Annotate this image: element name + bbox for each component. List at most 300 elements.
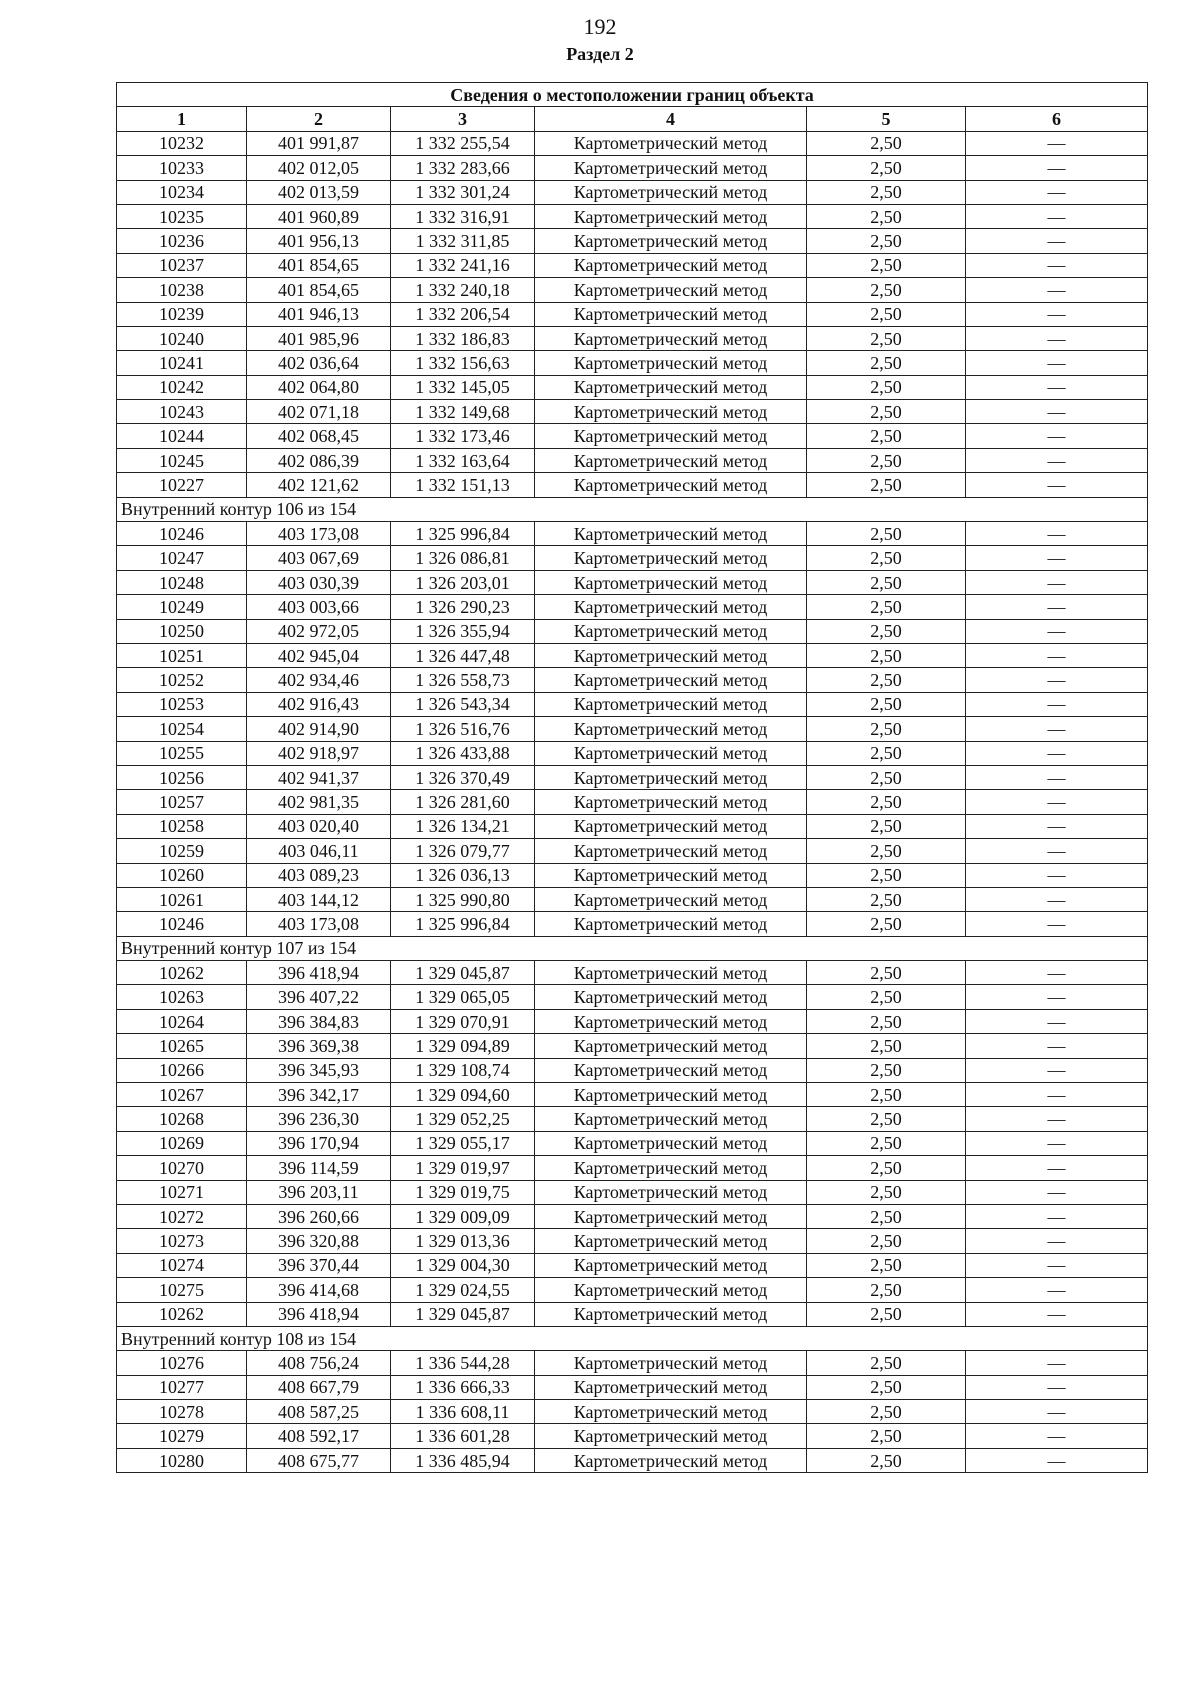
method-cell: Картометрический метод xyxy=(535,1375,807,1399)
y-coordinate-cell: 1 326 290,23 xyxy=(391,595,535,619)
accuracy-cell: 2,50 xyxy=(807,1229,966,1253)
accuracy-cell: 2,50 xyxy=(807,887,966,911)
table-row xyxy=(117,351,1148,375)
point-number-cell: 10256 xyxy=(117,765,247,789)
note-cell: — xyxy=(966,448,1148,472)
method-cell: Картометрический метод xyxy=(535,1229,807,1253)
method-cell: Картометрический метод xyxy=(535,1253,807,1277)
x-coordinate-cell: 401 985,96 xyxy=(247,326,391,350)
accuracy-cell: 2,50 xyxy=(807,570,966,594)
method-cell: Картометрический метод xyxy=(535,400,807,424)
note-cell: — xyxy=(966,765,1148,789)
accuracy-cell: 2,50 xyxy=(807,522,966,546)
table-row xyxy=(117,1400,1148,1424)
method-cell: Картометрический метод xyxy=(535,1351,807,1375)
table-row xyxy=(117,1156,1148,1180)
method-cell: Картометрический метод xyxy=(535,180,807,204)
x-coordinate-cell: 403 030,39 xyxy=(247,570,391,594)
table-row xyxy=(117,790,1148,814)
note-cell: — xyxy=(966,1400,1148,1424)
x-coordinate-cell: 396 345,93 xyxy=(247,1058,391,1082)
accuracy-cell: 2,50 xyxy=(807,863,966,887)
note-cell: — xyxy=(966,1131,1148,1155)
method-cell: Картометрический метод xyxy=(535,1107,807,1131)
accuracy-cell: 2,50 xyxy=(807,961,966,985)
y-coordinate-cell: 1 325 996,84 xyxy=(391,912,535,936)
note-cell: — xyxy=(966,814,1148,838)
table-row xyxy=(117,717,1148,741)
table-row xyxy=(117,278,1148,302)
point-number-cell: 10265 xyxy=(117,1034,247,1058)
x-coordinate-cell: 396 418,94 xyxy=(247,961,391,985)
y-coordinate-cell: 1 332 241,16 xyxy=(391,253,535,277)
x-coordinate-cell: 401 854,65 xyxy=(247,253,391,277)
x-coordinate-cell: 403 046,11 xyxy=(247,839,391,863)
note-cell: — xyxy=(966,887,1148,911)
point-number-cell: 10268 xyxy=(117,1107,247,1131)
point-number-cell: 10252 xyxy=(117,668,247,692)
y-coordinate-cell: 1 332 301,24 xyxy=(391,180,535,204)
note-cell: — xyxy=(966,643,1148,667)
accuracy-cell: 2,50 xyxy=(807,1351,966,1375)
y-coordinate-cell: 1 329 055,17 xyxy=(391,1131,535,1155)
table-row xyxy=(117,1424,1148,1448)
table-row xyxy=(117,1131,1148,1155)
method-cell: Картометрический метод xyxy=(535,570,807,594)
y-coordinate-cell: 1 325 996,84 xyxy=(391,522,535,546)
table-row xyxy=(117,1180,1148,1204)
table-row xyxy=(117,1253,1148,1277)
table-row xyxy=(117,1229,1148,1253)
point-number-cell: 10263 xyxy=(117,985,247,1009)
x-coordinate-cell: 408 675,77 xyxy=(247,1448,391,1472)
point-number-cell: 10248 xyxy=(117,570,247,594)
method-cell: Картометрический метод xyxy=(535,1009,807,1033)
y-coordinate-cell: 1 336 485,94 xyxy=(391,1448,535,1472)
method-cell: Картометрический метод xyxy=(535,1131,807,1155)
y-coordinate-cell: 1 332 255,54 xyxy=(391,131,535,155)
table-row xyxy=(117,156,1148,180)
accuracy-cell: 2,50 xyxy=(807,1107,966,1131)
accuracy-cell: 2,50 xyxy=(807,717,966,741)
accuracy-cell: 2,50 xyxy=(807,814,966,838)
y-coordinate-cell: 1 329 013,36 xyxy=(391,1229,535,1253)
note-cell: — xyxy=(966,1009,1148,1033)
x-coordinate-cell: 402 086,39 xyxy=(247,448,391,472)
accuracy-cell: 2,50 xyxy=(807,985,966,1009)
note-cell: — xyxy=(966,1058,1148,1082)
point-number-cell: 10242 xyxy=(117,375,247,399)
table-row xyxy=(117,570,1148,594)
method-cell: Картометрический метод xyxy=(535,839,807,863)
point-number-cell: 10280 xyxy=(117,1448,247,1472)
note-cell: — xyxy=(966,180,1148,204)
accuracy-cell: 2,50 xyxy=(807,424,966,448)
table-row xyxy=(117,887,1148,911)
y-coordinate-cell: 1 326 516,76 xyxy=(391,717,535,741)
note-cell: — xyxy=(966,717,1148,741)
method-cell: Картометрический метод xyxy=(535,619,807,643)
note-cell: — xyxy=(966,839,1148,863)
table-row xyxy=(117,1107,1148,1131)
table-row xyxy=(117,595,1148,619)
accuracy-cell: 2,50 xyxy=(807,278,966,302)
y-coordinate-cell: 1 336 666,33 xyxy=(391,1375,535,1399)
y-coordinate-cell: 1 332 283,66 xyxy=(391,156,535,180)
x-coordinate-cell: 396 418,94 xyxy=(247,1302,391,1326)
y-coordinate-cell: 1 329 019,97 xyxy=(391,1156,535,1180)
method-cell: Картометрический метод xyxy=(535,985,807,1009)
y-coordinate-cell: 1 332 145,05 xyxy=(391,375,535,399)
y-coordinate-cell: 1 332 316,91 xyxy=(391,204,535,228)
x-coordinate-cell: 396 342,17 xyxy=(247,1083,391,1107)
accuracy-cell: 2,50 xyxy=(807,448,966,472)
x-coordinate-cell: 402 064,80 xyxy=(247,375,391,399)
note-cell: — xyxy=(966,741,1148,765)
y-coordinate-cell: 1 332 186,83 xyxy=(391,326,535,350)
point-number-cell: 10261 xyxy=(117,887,247,911)
note-cell: — xyxy=(966,790,1148,814)
table-row xyxy=(117,131,1148,155)
x-coordinate-cell: 401 946,13 xyxy=(247,302,391,326)
table-row xyxy=(117,985,1148,1009)
x-coordinate-cell: 402 012,05 xyxy=(247,156,391,180)
table-row xyxy=(117,1083,1148,1107)
y-coordinate-cell: 1 332 206,54 xyxy=(391,302,535,326)
note-cell: — xyxy=(966,375,1148,399)
method-cell: Картометрический метод xyxy=(535,1400,807,1424)
y-coordinate-cell: 1 332 151,13 xyxy=(391,473,535,497)
accuracy-cell: 2,50 xyxy=(807,180,966,204)
y-coordinate-cell: 1 329 094,89 xyxy=(391,1034,535,1058)
point-number-cell: 10262 xyxy=(117,961,247,985)
note-cell: — xyxy=(966,326,1148,350)
table-row xyxy=(117,1204,1148,1228)
table-row xyxy=(117,546,1148,570)
table-row xyxy=(117,1302,1148,1326)
point-number-cell: 10279 xyxy=(117,1424,247,1448)
y-coordinate-cell: 1 326 036,13 xyxy=(391,863,535,887)
point-number-cell: 10277 xyxy=(117,1375,247,1399)
method-cell: Картометрический метод xyxy=(535,204,807,228)
accuracy-cell: 2,50 xyxy=(807,375,966,399)
accuracy-cell: 2,50 xyxy=(807,351,966,375)
x-coordinate-cell: 396 370,44 xyxy=(247,1253,391,1277)
x-coordinate-cell: 402 036,64 xyxy=(247,351,391,375)
method-cell: Картометрический метод xyxy=(535,717,807,741)
x-coordinate-cell: 403 020,40 xyxy=(247,814,391,838)
point-number-cell: 10266 xyxy=(117,1058,247,1082)
table-row xyxy=(117,448,1148,472)
point-number-cell: 10278 xyxy=(117,1400,247,1424)
method-cell: Картометрический метод xyxy=(535,790,807,814)
method-cell: Картометрический метод xyxy=(535,546,807,570)
table-row xyxy=(117,668,1148,692)
note-cell: — xyxy=(966,302,1148,326)
section-title: Раздел 2 xyxy=(566,44,634,64)
y-coordinate-cell: 1 329 024,55 xyxy=(391,1278,535,1302)
note-cell: — xyxy=(966,156,1148,180)
x-coordinate-cell: 402 941,37 xyxy=(247,765,391,789)
y-coordinate-cell: 1 326 203,01 xyxy=(391,570,535,594)
x-coordinate-cell: 408 667,79 xyxy=(247,1375,391,1399)
accuracy-cell: 2,50 xyxy=(807,131,966,155)
y-coordinate-cell: 1 326 370,49 xyxy=(391,765,535,789)
y-coordinate-cell: 1 326 447,48 xyxy=(391,643,535,667)
point-number-cell: 10227 xyxy=(117,473,247,497)
x-coordinate-cell: 401 991,87 xyxy=(247,131,391,155)
note-cell: — xyxy=(966,424,1148,448)
table-row xyxy=(117,961,1148,985)
accuracy-cell: 2,50 xyxy=(807,1253,966,1277)
method-cell: Картометрический метод xyxy=(535,131,807,155)
table-row xyxy=(117,1058,1148,1082)
y-coordinate-cell: 1 329 019,75 xyxy=(391,1180,535,1204)
x-coordinate-cell: 402 121,62 xyxy=(247,473,391,497)
method-cell: Картометрический метод xyxy=(535,814,807,838)
point-number-cell: 10241 xyxy=(117,351,247,375)
note-cell: — xyxy=(966,1156,1148,1180)
accuracy-cell: 2,50 xyxy=(807,1083,966,1107)
point-number-cell: 10251 xyxy=(117,643,247,667)
table-row xyxy=(117,302,1148,326)
table-row xyxy=(117,473,1148,497)
table-row xyxy=(117,180,1148,204)
contour-header-row xyxy=(117,936,1148,960)
y-coordinate-cell: 1 326 134,21 xyxy=(391,814,535,838)
y-coordinate-cell: 1 326 558,73 xyxy=(391,668,535,692)
x-coordinate-cell: 402 914,90 xyxy=(247,717,391,741)
y-coordinate-cell: 1 329 009,09 xyxy=(391,1204,535,1228)
note-cell: — xyxy=(966,1034,1148,1058)
method-cell: Картометрический метод xyxy=(535,643,807,667)
point-number-cell: 10245 xyxy=(117,448,247,472)
method-cell: Картометрический метод xyxy=(535,595,807,619)
note-cell: — xyxy=(966,400,1148,424)
y-coordinate-cell: 1 329 052,25 xyxy=(391,1107,535,1131)
y-coordinate-cell: 1 326 079,77 xyxy=(391,839,535,863)
y-coordinate-cell: 1 332 240,18 xyxy=(391,278,535,302)
point-number-cell: 10240 xyxy=(117,326,247,350)
table-row xyxy=(117,692,1148,716)
point-number-cell: 10243 xyxy=(117,400,247,424)
point-number-cell: 10254 xyxy=(117,717,247,741)
accuracy-cell: 2,50 xyxy=(807,1302,966,1326)
accuracy-cell: 2,50 xyxy=(807,1156,966,1180)
table-row xyxy=(117,863,1148,887)
table-title: Сведения о местоположении границ объекта xyxy=(117,83,1148,107)
contour-label: Внутренний контур 106 из 154 xyxy=(117,497,1148,521)
accuracy-cell: 2,50 xyxy=(807,1034,966,1058)
table-row xyxy=(117,741,1148,765)
note-cell: — xyxy=(966,473,1148,497)
table-row xyxy=(117,814,1148,838)
y-coordinate-cell: 1 326 281,60 xyxy=(391,790,535,814)
method-cell: Картометрический метод xyxy=(535,765,807,789)
point-number-cell: 10244 xyxy=(117,424,247,448)
method-cell: Картометрический метод xyxy=(535,351,807,375)
accuracy-cell: 2,50 xyxy=(807,1448,966,1472)
method-cell: Картометрический метод xyxy=(535,863,807,887)
point-number-cell: 10275 xyxy=(117,1278,247,1302)
method-cell: Картометрический метод xyxy=(535,912,807,936)
method-cell: Картометрический метод xyxy=(535,448,807,472)
x-coordinate-cell: 408 592,17 xyxy=(247,1424,391,1448)
x-coordinate-cell: 403 173,08 xyxy=(247,522,391,546)
note-cell: — xyxy=(966,1351,1148,1375)
accuracy-cell: 2,50 xyxy=(807,204,966,228)
note-cell: — xyxy=(966,1253,1148,1277)
column-number: 3 xyxy=(391,107,535,131)
method-cell: Картометрический метод xyxy=(535,668,807,692)
accuracy-cell: 2,50 xyxy=(807,1131,966,1155)
y-coordinate-cell: 1 326 433,88 xyxy=(391,741,535,765)
accuracy-cell: 2,50 xyxy=(807,839,966,863)
table-row xyxy=(117,912,1148,936)
table-row xyxy=(117,1009,1148,1033)
y-coordinate-cell: 1 326 086,81 xyxy=(391,546,535,570)
x-coordinate-cell: 403 144,12 xyxy=(247,887,391,911)
x-coordinate-cell: 401 956,13 xyxy=(247,229,391,253)
x-coordinate-cell: 396 320,88 xyxy=(247,1229,391,1253)
table-row xyxy=(117,326,1148,350)
y-coordinate-cell: 1 326 355,94 xyxy=(391,619,535,643)
column-number: 1 xyxy=(117,107,247,131)
point-number-cell: 10232 xyxy=(117,131,247,155)
y-coordinate-cell: 1 336 544,28 xyxy=(391,1351,535,1375)
table-row xyxy=(117,375,1148,399)
y-coordinate-cell: 1 329 108,74 xyxy=(391,1058,535,1082)
accuracy-cell: 2,50 xyxy=(807,912,966,936)
x-coordinate-cell: 396 114,59 xyxy=(247,1156,391,1180)
note-cell: — xyxy=(966,1375,1148,1399)
accuracy-cell: 2,50 xyxy=(807,668,966,692)
method-cell: Картометрический метод xyxy=(535,156,807,180)
note-cell: — xyxy=(966,961,1148,985)
y-coordinate-cell: 1 329 045,87 xyxy=(391,961,535,985)
column-number: 6 xyxy=(966,107,1148,131)
table-row xyxy=(117,229,1148,253)
y-coordinate-cell: 1 332 163,64 xyxy=(391,448,535,472)
x-coordinate-cell: 403 003,66 xyxy=(247,595,391,619)
x-coordinate-cell: 396 407,22 xyxy=(247,985,391,1009)
method-cell: Картометрический метод xyxy=(535,326,807,350)
table-row xyxy=(117,839,1148,863)
point-number-cell: 10274 xyxy=(117,1253,247,1277)
accuracy-cell: 2,50 xyxy=(807,1424,966,1448)
column-number: 5 xyxy=(807,107,966,131)
accuracy-cell: 2,50 xyxy=(807,1278,966,1302)
y-coordinate-cell: 1 336 601,28 xyxy=(391,1424,535,1448)
note-cell: — xyxy=(966,1448,1148,1472)
method-cell: Картометрический метод xyxy=(535,1083,807,1107)
table-row xyxy=(117,619,1148,643)
accuracy-cell: 2,50 xyxy=(807,1009,966,1033)
page-number: 192 xyxy=(583,14,617,39)
note-cell: — xyxy=(966,1302,1148,1326)
point-number-cell: 10247 xyxy=(117,546,247,570)
note-cell: — xyxy=(966,863,1148,887)
y-coordinate-cell: 1 329 004,30 xyxy=(391,1253,535,1277)
table-row xyxy=(117,424,1148,448)
x-coordinate-cell: 396 170,94 xyxy=(247,1131,391,1155)
point-number-cell: 10260 xyxy=(117,863,247,887)
x-coordinate-cell: 403 089,23 xyxy=(247,863,391,887)
method-cell: Картометрический метод xyxy=(535,302,807,326)
table-body xyxy=(117,131,1148,1472)
point-number-cell: 10246 xyxy=(117,522,247,546)
accuracy-cell: 2,50 xyxy=(807,790,966,814)
x-coordinate-cell: 403 067,69 xyxy=(247,546,391,570)
point-number-cell: 10253 xyxy=(117,692,247,716)
accuracy-cell: 2,50 xyxy=(807,619,966,643)
x-coordinate-cell: 402 934,46 xyxy=(247,668,391,692)
note-cell: — xyxy=(966,204,1148,228)
note-cell: — xyxy=(966,570,1148,594)
point-number-cell: 10259 xyxy=(117,839,247,863)
method-cell: Картометрический метод xyxy=(535,522,807,546)
point-number-cell: 10246 xyxy=(117,912,247,936)
point-number-cell: 10233 xyxy=(117,156,247,180)
contour-label: Внутренний контур 108 из 154 xyxy=(117,1326,1148,1350)
column-number: 4 xyxy=(535,107,807,131)
accuracy-cell: 2,50 xyxy=(807,741,966,765)
point-number-cell: 10276 xyxy=(117,1351,247,1375)
point-number-cell: 10257 xyxy=(117,790,247,814)
y-coordinate-cell: 1 326 543,34 xyxy=(391,692,535,716)
point-number-cell: 10272 xyxy=(117,1204,247,1228)
y-coordinate-cell: 1 329 045,87 xyxy=(391,1302,535,1326)
method-cell: Картометрический метод xyxy=(535,253,807,277)
table-row xyxy=(117,1448,1148,1472)
table-row xyxy=(117,1351,1148,1375)
point-number-cell: 10267 xyxy=(117,1083,247,1107)
accuracy-cell: 2,50 xyxy=(807,1400,966,1424)
note-cell: — xyxy=(966,1107,1148,1131)
note-cell: — xyxy=(966,522,1148,546)
method-cell: Картометрический метод xyxy=(535,1302,807,1326)
x-coordinate-cell: 396 369,38 xyxy=(247,1034,391,1058)
table-row xyxy=(117,765,1148,789)
method-cell: Картометрический метод xyxy=(535,1058,807,1082)
x-coordinate-cell: 402 918,97 xyxy=(247,741,391,765)
note-cell: — xyxy=(966,131,1148,155)
point-number-cell: 10258 xyxy=(117,814,247,838)
note-cell: — xyxy=(966,351,1148,375)
y-coordinate-cell: 1 329 094,60 xyxy=(391,1083,535,1107)
point-number-cell: 10271 xyxy=(117,1180,247,1204)
y-coordinate-cell: 1 332 173,46 xyxy=(391,424,535,448)
y-coordinate-cell: 1 332 149,68 xyxy=(391,400,535,424)
x-coordinate-cell: 408 587,25 xyxy=(247,1400,391,1424)
note-cell: — xyxy=(966,1204,1148,1228)
method-cell: Картометрический метод xyxy=(535,1156,807,1180)
point-number-cell: 10235 xyxy=(117,204,247,228)
method-cell: Картометрический метод xyxy=(535,692,807,716)
method-cell: Картометрический метод xyxy=(535,887,807,911)
x-coordinate-cell: 402 068,45 xyxy=(247,424,391,448)
point-number-cell: 10270 xyxy=(117,1156,247,1180)
note-cell: — xyxy=(966,278,1148,302)
accuracy-cell: 2,50 xyxy=(807,1058,966,1082)
x-coordinate-cell: 403 173,08 xyxy=(247,912,391,936)
note-cell: — xyxy=(966,1229,1148,1253)
note-cell: — xyxy=(966,229,1148,253)
x-coordinate-cell: 396 203,11 xyxy=(247,1180,391,1204)
note-cell: — xyxy=(966,619,1148,643)
accuracy-cell: 2,50 xyxy=(807,1204,966,1228)
y-coordinate-cell: 1 329 070,91 xyxy=(391,1009,535,1033)
